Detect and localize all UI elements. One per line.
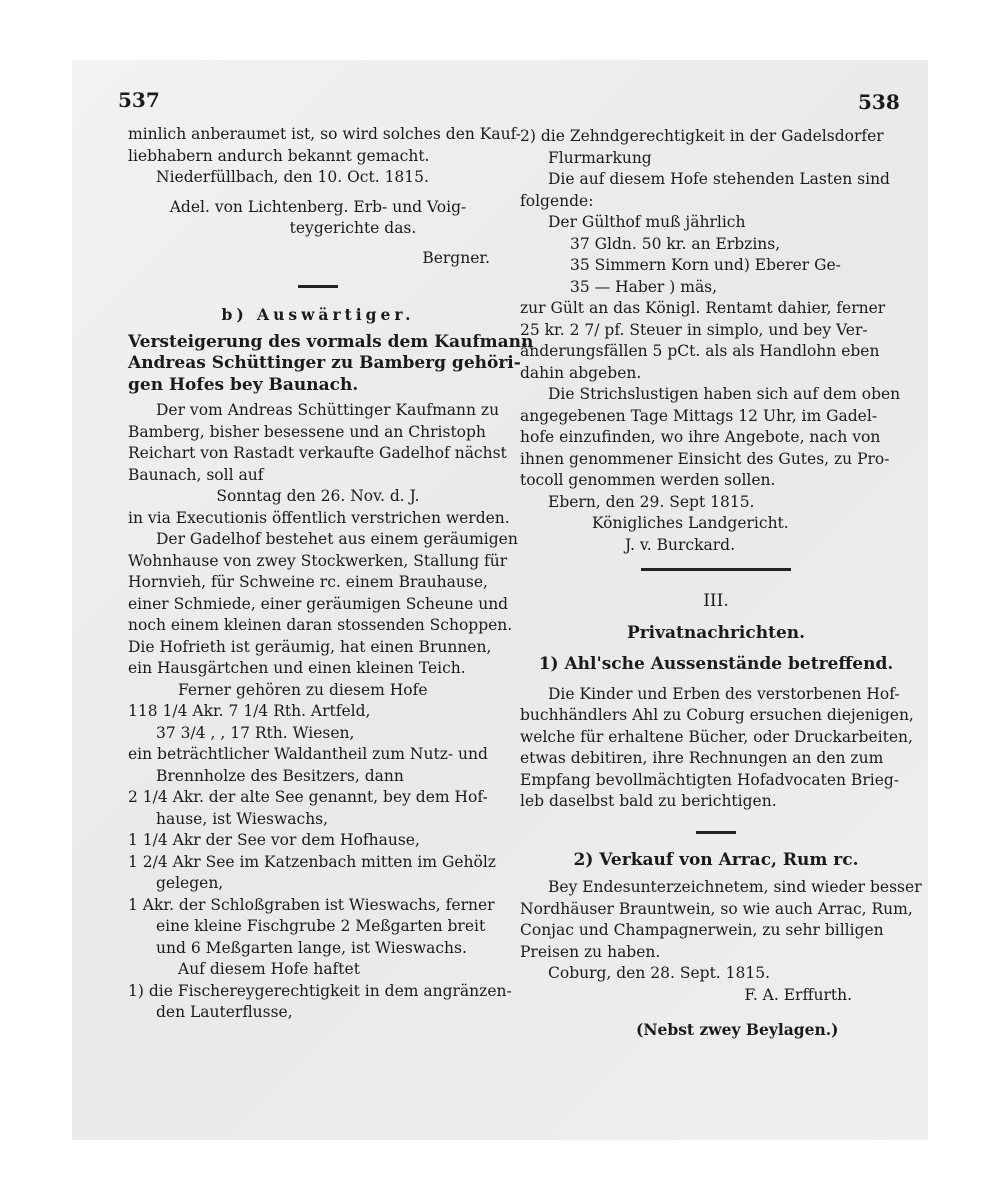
text-line: welche für erhaltene Bücher, oder Druckarbeiten, (520, 727, 913, 746)
section-heading: b) Auswärtiger. (221, 305, 415, 324)
text-line: Nordhäuser Brauntwein, so wie auch Arrac, Rum, (520, 899, 913, 918)
text-line: tocoll genommen werden sollen. (520, 471, 776, 489)
signer: Bergner. (422, 248, 490, 267)
text-line: hofe einzufinden, wo ihre Angebote, nach von (520, 428, 881, 446)
text-line: Die Hofrieth ist geräumig, hat einen Brunnen, (128, 637, 492, 656)
list-item: 37 3/4 , , 17 Rth. Wiesen, (156, 723, 355, 742)
section-title: Privatnachrichten. (626, 622, 806, 643)
list-item: 2) die Zehndgerechtigkeit in der Gadelsdorfer (520, 127, 884, 145)
text-line: Empfang bevollmächtigten Hofadvocaten Brieg- (520, 770, 900, 789)
text-line: ihnen genommener Einsicht des Gutes, zu Pro- (520, 449, 890, 468)
list-item: eine kleine Fischgrube 2 Meßgarten breit (156, 917, 486, 935)
text-line: Bey Endesunterzeichnetem, sind wieder besser (548, 878, 922, 896)
text-line: Wohnhause von zwey Stockwerken, Stallung für (128, 551, 508, 570)
left-column (128, 124, 534, 1024)
text-line: etwas debitiren, ihre Rechnungen an den zum (520, 749, 884, 767)
list-item: gelegen, (156, 874, 224, 892)
right-column (520, 126, 922, 1006)
text-line: Die auf diesem Hofe stehenden Lasten sind (548, 170, 890, 188)
dateline: Niederfüllbach, den 10. Oct. 1815. (156, 168, 429, 186)
divider (298, 285, 338, 288)
text-line: änderungsfällen 5 pCt. als als Handlohn eben (520, 342, 880, 360)
text-line: einer Schmiede, einer geräumigen Scheune und (128, 594, 509, 613)
signer: F. A. Erffurth. (744, 985, 852, 1004)
text-line: Reichart von Rastadt verkaufte Gadelhof nächst (128, 444, 507, 462)
footer-note: (Nebst zwey Beylagen.) (636, 1020, 839, 1039)
text-line: dahin abgeben. (520, 363, 642, 382)
list-item: 1 2/4 Akr See im Katzenbach mitten im Gehölz (128, 852, 496, 871)
dateline: Ebern, den 29. Sept 1815. (548, 492, 755, 511)
divider (641, 568, 791, 571)
article-heading: Andreas Schüttinger zu Bamberg gehöri- (128, 353, 521, 373)
text-line: ein Hausgärtchen und einen kleinen Teich. (128, 659, 466, 677)
notice-heading: 1) Ahl'sche Aussenstände betreffend. (538, 654, 894, 674)
text-line: Ferner gehören zu diesem Hofe (178, 680, 428, 699)
text-line: noch einem kleinen daran stossenden Schoppen. (128, 616, 513, 634)
article-heading: Versteigerung des vormals dem Kaufmann (128, 331, 534, 352)
text-line: 25 kr. 2 7/ pf. Steuer in simplo, und bey Ver- (520, 320, 868, 339)
article-heading: gen Hofes bey Baunach. (128, 374, 359, 395)
list-item: hause, ist Wieswachs, (156, 809, 329, 828)
auction-date: Sonntag den 26. Nov. d. J. (216, 487, 420, 505)
list-item: 1 Akr. der Schloßgraben ist Wieswachs, ferner (128, 895, 495, 914)
text-line: Die Kinder und Erben des verstorbenen Hof- (548, 684, 900, 703)
text-line: Preisen zu haben. (520, 942, 661, 961)
list-item: 1 1/4 Akr der See vor dem Hofhause, (128, 831, 420, 849)
list-item: 35 — Haber ) mäs, (570, 277, 718, 296)
text-line: Auf diesem Hofe haftet (178, 960, 360, 978)
page-number-right: 538 (858, 90, 900, 114)
list-item: Flurmarkung (548, 148, 652, 167)
text-line: Der Gadelhof bestehet aus einem geräumigen (156, 530, 518, 548)
list-item: 118 1/4 Akr. 7 1/4 Rth. Artfeld, (128, 702, 371, 720)
notice-heading: 2) Verkauf von Arrac, Rum rc. (573, 849, 859, 870)
list-item: 35 Simmern Korn und) Eberer Ge- (570, 256, 841, 274)
text-line: in via Executionis öffentlich verstrichen werden. (128, 508, 510, 527)
divider (696, 831, 736, 834)
text-line: Hornvieh, für Schweine rc. einem Brauhause, (128, 573, 488, 591)
text-line: liebhabern andurch bekannt gemacht. (128, 146, 430, 165)
list-item: ein beträchtlicher Waldantheil zum Nutz- und (128, 745, 488, 763)
list-item: 2 1/4 Akr. der alte See genannt, bey dem Hof- (128, 788, 488, 806)
court-name: Königliches Landgericht. (592, 514, 789, 532)
court-name: Adel. von Lichtenberg. Erb- und Voig- (169, 197, 467, 216)
text-line: Der vom Andreas Schüttinger Kaufmann zu (156, 401, 500, 419)
list-item: 1) die Fischereygerechtigkeit in dem angränzen- (128, 981, 512, 1000)
text-line: Baunach, soll auf (128, 465, 264, 484)
text-line: zur Gült an das Königl. Rentamt dahier, ferner (520, 299, 886, 317)
section-number: III. (703, 591, 729, 611)
dateline: Coburg, den 28. Sept. 1815. (548, 964, 771, 982)
text-line: folgende: (520, 191, 594, 210)
list-item: und 6 Meßgarten lange, ist Wieswachs. (156, 938, 467, 957)
page-number-left: 537 (118, 88, 160, 112)
text-line: Conjac und Champagnerwein, zu sehr billigen (520, 921, 884, 939)
text-line: angegebenen Tage Mittags 12 Uhr, im Gadel- (520, 406, 878, 425)
signer: J. v. Burckard. (625, 535, 735, 554)
list-item: den Lauterflusse, (156, 1003, 293, 1021)
text-line: Der Gülthof muß jährlich (548, 213, 746, 231)
court-name: teygerichte das. (289, 219, 417, 237)
text-line: Bamberg, bisher besessene und an Christoph (128, 422, 486, 441)
text-line: Die Strichslustigen haben sich auf dem oben (548, 385, 901, 403)
list-item: Brennholze des Besitzers, dann (156, 766, 404, 785)
list-item: 37 Gldn. 50 kr. an Erbzins, (570, 234, 781, 253)
text-line: leb daselbst bald zu berichtigen. (520, 792, 777, 810)
text-line: minlich anberaumet ist, so wird solches den Kauf- (128, 125, 522, 143)
text-line: buchhändlers Ahl zu Coburg ersuchen diejenigen, (520, 706, 914, 724)
